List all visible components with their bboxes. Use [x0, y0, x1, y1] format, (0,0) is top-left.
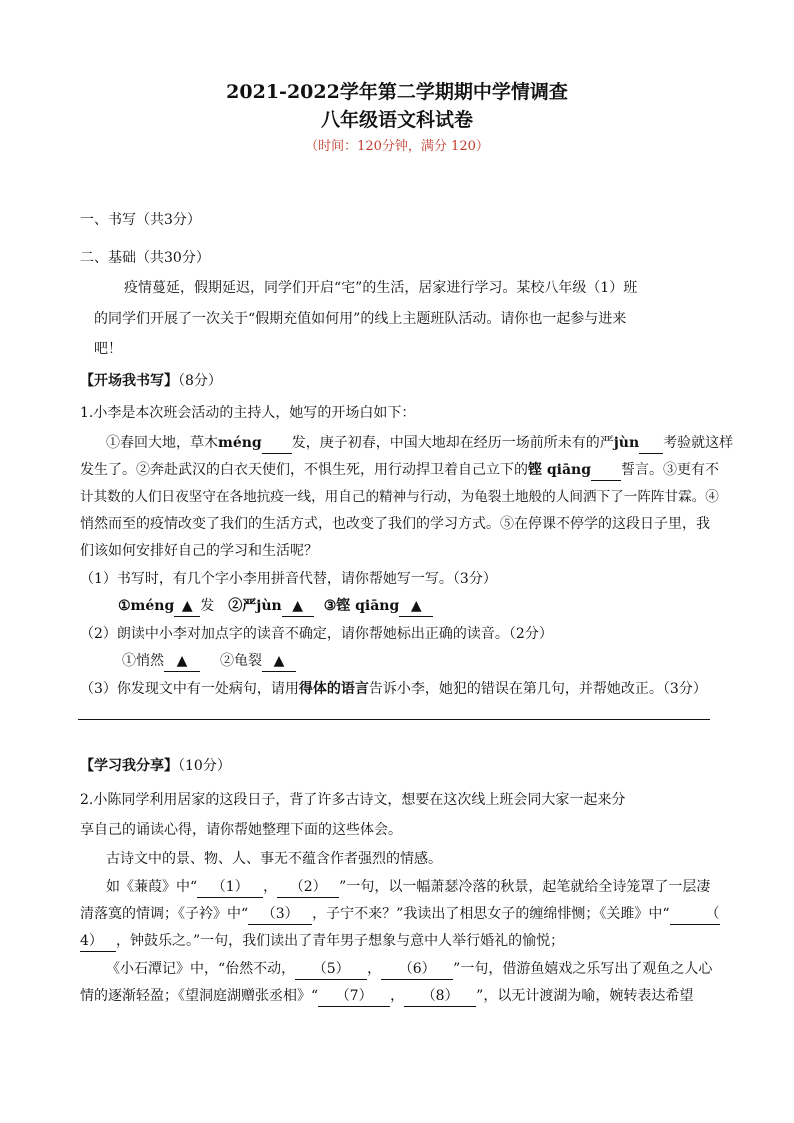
- intro-line: 疫情蔓延，假期延迟，同学们开启“宅”的生活，居家进行学习。某校八年级（1）班: [124, 280, 638, 296]
- content-line: [80, 986, 693, 1007]
- answer-item: ②严jùn: [228, 598, 282, 614]
- blank-7: （7）: [318, 986, 390, 1007]
- blank: [591, 460, 621, 481]
- blank-6: （6）: [381, 959, 453, 980]
- content-text: ”一句，借游鱼嬉戏之乐写出了观鱼之人心: [453, 961, 713, 977]
- content-line: [80, 904, 720, 925]
- passage-text: 誓言。③更有不: [621, 462, 720, 478]
- answer-item: ①méng: [118, 598, 175, 614]
- content-text: ”，以无计渡湖为喻，婉转表达希望: [476, 988, 694, 1004]
- blank-2: （2）: [277, 877, 339, 898]
- section-writing: 一、书写（共3分）: [80, 212, 201, 228]
- blank-5: （5）: [295, 959, 367, 980]
- part1-heading: [80, 371, 222, 391]
- passage-text: 发，庚子初春，中国大地却在经历一场前所未有的严: [291, 435, 614, 451]
- content-text: ”一句，以一幅萧瑟冷落的秋景，起笔就给全诗笼罩了一层凄: [339, 879, 711, 895]
- pinyin-jun: jùn: [613, 435, 640, 451]
- part2-head-label: 【学习我分享】: [80, 758, 178, 774]
- subquestion-2: （2）朗读中小李对加点字的读音不确定，请你帮她标出正确的读音。（2分）: [80, 626, 553, 642]
- answer-row-1: [118, 596, 433, 617]
- answer-blank: ▲: [282, 596, 314, 617]
- intro-line: 吧！: [94, 341, 122, 357]
- answer-item: ①悄然: [122, 653, 164, 669]
- answer-item: 发: [200, 598, 215, 614]
- answer-blank: ▲: [262, 651, 296, 672]
- content-line: [106, 877, 710, 898]
- blank: [639, 433, 663, 454]
- content-line: 古诗文中的景、物、人、事无不蕴含作者强烈的情感。: [106, 851, 442, 867]
- pinyin-meng: méng: [218, 435, 262, 451]
- passage-line: 们该如何安排好自己的学习和生活呢？: [80, 543, 318, 559]
- content-text: ，: [263, 879, 278, 895]
- part2-heading: [80, 756, 231, 776]
- answer-row-2: [122, 651, 296, 672]
- passage-line: 悄然而至的疫情改变了我们的生活方式，也改变了我们的学习方式。⑤在停课不停学的这段日子里，我: [80, 516, 710, 532]
- content-line: [106, 959, 712, 980]
- passage-line: 计其数的人们日夜坚守在各地抗疫一线，用自己的精神与行动，为龟裂土地般的人间洒下了一阵阵甘霖。④: [80, 489, 719, 505]
- exam-title: 2021-2022学年第二学期期中学情调查: [226, 81, 568, 103]
- content-text: ，: [390, 988, 405, 1004]
- content-text: ，子宁不来？”我读出了相思女子的缠绵悱恻；《关雎》中“: [312, 906, 670, 922]
- passage-text: ①春回大地，草木: [106, 435, 218, 451]
- subquestion-1: （1）书写时，有几个字小李用拼音代替，请你帮她写一写。（3分）: [80, 571, 497, 587]
- content-text: ，钟鼓乐之。”一句，我们读出了青年男子想象与意中人举行婚礼的愉悦；: [116, 933, 565, 949]
- blank-1: （1）: [197, 877, 263, 898]
- passage-line: [106, 433, 733, 454]
- answer-item: ②龟裂: [220, 653, 262, 669]
- question-2-cont: 享自己的诵读心得，请你帮她整理下面的这些体会。: [80, 822, 402, 838]
- blank-4: （: [670, 904, 720, 925]
- part2-score: （10分）: [178, 758, 231, 774]
- blank: [262, 433, 292, 454]
- question-2: 2.小陈同学利用居家的这段日子，背了许多古诗文，想要在这次线上班会同大家一起来分: [80, 792, 626, 808]
- exam-subject-title: 八年级语文科试卷: [320, 109, 473, 131]
- content-text: 清落寞的情调；《子衿》中“: [80, 906, 249, 922]
- content-text: 情的逐渐轻盈；《望洞庭湖赠张丞相》“: [80, 988, 319, 1004]
- blank-8: （8）: [404, 986, 476, 1007]
- passage-text: 发生了。②奔赴武汉的白衣天使们，不惧生死，用行动捍卫着自己立下的: [80, 462, 528, 478]
- passage-text: 考验就这样: [663, 435, 734, 451]
- part1-head-label: 【开场我书写】: [80, 373, 178, 389]
- content-text: ，: [367, 961, 382, 977]
- pinyin-qiang: 铿 qiāng: [528, 462, 592, 478]
- question-text: 告诉小李，她犯的错误在第几句，并帮她改正。（3分）: [368, 681, 707, 697]
- passage-line: [80, 460, 719, 481]
- answer-blank: ▲: [164, 651, 200, 672]
- question-text: （3）你发现文中有一处病句，请用: [80, 681, 299, 697]
- question-emphasis: 得体的语言: [298, 681, 369, 697]
- intro-line: 的同学们开展了一次关于“假期充值如何用”的线上主题班队活动。请你也一起参与进来: [94, 311, 627, 327]
- exam-time-info: （时间：120分钟，满分 120）: [305, 139, 489, 154]
- blank-3: （3）: [248, 904, 312, 925]
- question-1: 1.小李是本次班会活动的主持人，她写的开场白如下：: [80, 405, 416, 421]
- content-text: 《小石潭记》中，“佁然不动，: [106, 961, 296, 977]
- section-basics: 二、基础（共30分）: [80, 250, 210, 266]
- subquestion-3: [80, 679, 707, 699]
- content-text: 如《蒹葭》中“: [106, 879, 198, 895]
- part1-score: （8分）: [178, 373, 222, 389]
- content-line: [80, 931, 564, 952]
- answer-blank: ▲: [399, 596, 433, 617]
- answer-line: [78, 719, 710, 720]
- answer-item: ③铿 qiāng: [323, 598, 400, 614]
- blank-4-cont: 4）: [80, 931, 116, 952]
- answer-blank: ▲: [174, 596, 200, 617]
